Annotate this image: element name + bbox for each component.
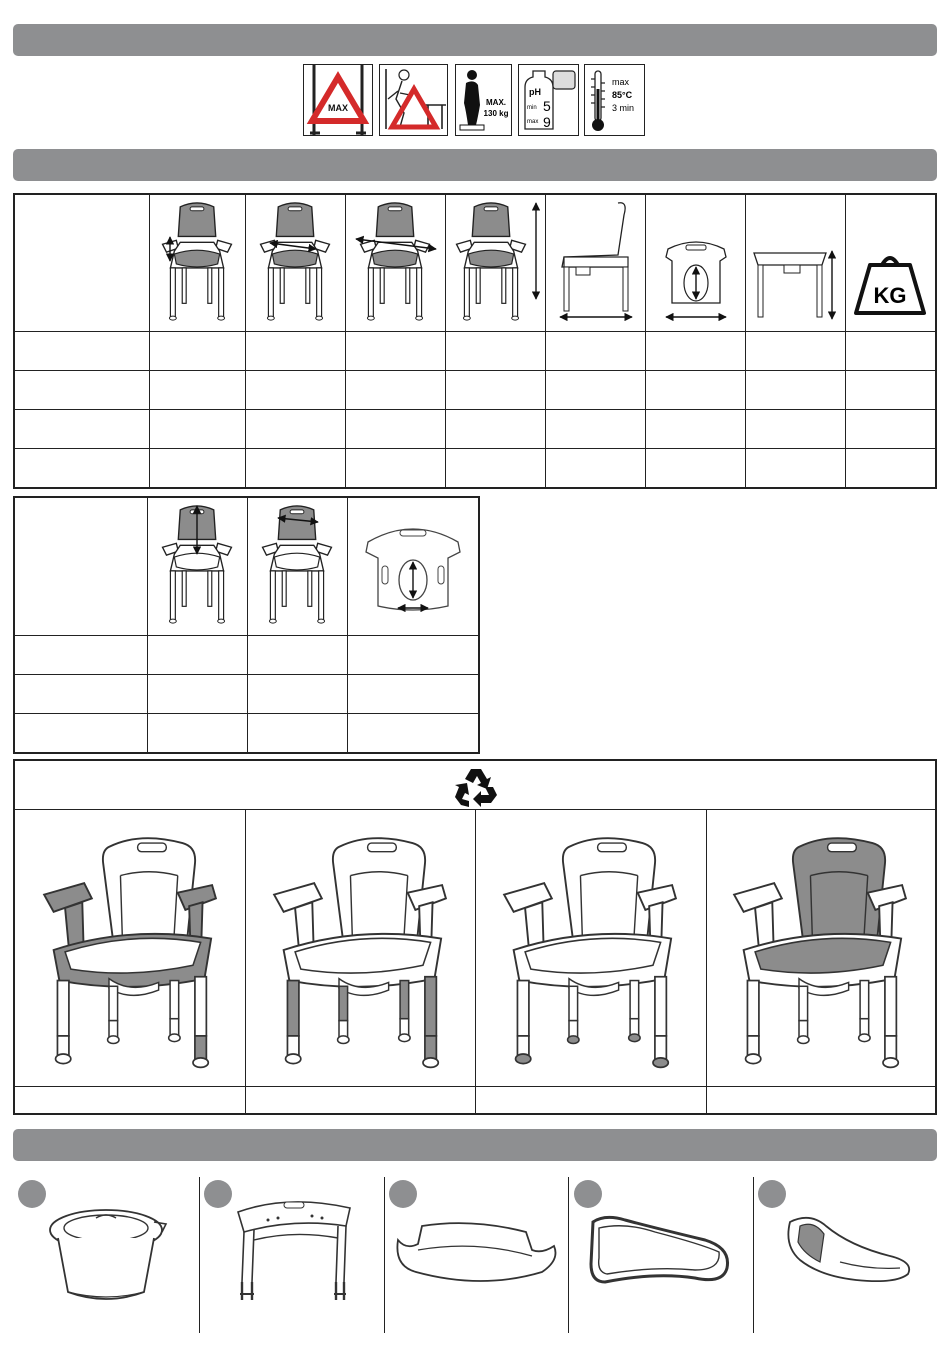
- temp-line1: max: [612, 77, 630, 87]
- divider: [706, 809, 707, 1113]
- chair-legs-material-figure: [255, 819, 465, 1086]
- table-cell: [150, 371, 246, 410]
- accessory-number-badge: [389, 1180, 417, 1208]
- table-cell: [14, 449, 150, 488]
- table-row: [14, 636, 479, 675]
- table-cell: [546, 371, 646, 410]
- table-row: [14, 714, 479, 753]
- table-corner-cell: [14, 194, 150, 332]
- table-cell: [746, 332, 846, 371]
- ph-max-label: max: [527, 119, 539, 125]
- temp-line3: 3 min: [612, 103, 635, 113]
- temp-line2: 85°C: [612, 90, 633, 100]
- table-cell: [446, 332, 546, 371]
- backrest-frame-icon[interactable]: [228, 1196, 358, 1321]
- recycling-caption: [246, 1087, 475, 1113]
- table-cell: [148, 675, 248, 714]
- max-load-label: MAX: [328, 103, 348, 113]
- table-row: [14, 371, 936, 410]
- seat-opening-icon: [646, 194, 746, 332]
- divider: [568, 1177, 569, 1333]
- table-cell: [248, 675, 348, 714]
- weight-kg-icon: [846, 194, 937, 332]
- dimensions-table: [13, 193, 937, 489]
- seat-gasket-icon[interactable]: [585, 1212, 735, 1297]
- table-cell: [348, 714, 480, 753]
- ph-min-value: 5: [543, 98, 551, 114]
- table-cell: [150, 332, 246, 371]
- divider: [199, 1177, 200, 1333]
- table-cell: [14, 675, 148, 714]
- max-weight-line1: MAX.: [486, 98, 506, 107]
- commode-bucket-icon[interactable]: [44, 1200, 174, 1315]
- table-cell: [348, 675, 480, 714]
- ph-min-label: min: [527, 105, 537, 111]
- table-cell: [148, 714, 248, 753]
- stool-height-icon: [746, 194, 846, 332]
- table-cell: [746, 371, 846, 410]
- ph-max-value: 9: [543, 114, 551, 130]
- armrest-part-icon[interactable]: [780, 1212, 920, 1297]
- max-load-warning-icon: [303, 64, 373, 136]
- table-cell: [746, 410, 846, 449]
- divider: [475, 809, 476, 1113]
- seat-plate-icon[interactable]: [392, 1210, 562, 1305]
- chair-padding-material-figure: [715, 819, 925, 1086]
- table-cell: [150, 449, 246, 488]
- table-cell: [14, 410, 150, 449]
- table-cell: [646, 410, 746, 449]
- table-cell: [246, 371, 346, 410]
- toilet-opening-icon: [348, 497, 480, 636]
- max-weight-line2: 130 kg: [483, 109, 509, 118]
- table-cell: [746, 449, 846, 488]
- seat-width-icon: [246, 194, 346, 332]
- table-cell: [246, 449, 346, 488]
- table-cell: [14, 714, 148, 753]
- table-row: [14, 675, 479, 714]
- temperature-limit-icon: [584, 64, 645, 136]
- divider: [753, 1177, 754, 1333]
- section-header-bar: [13, 1129, 937, 1161]
- table-row: [14, 332, 936, 371]
- seat-table-header-row: [14, 497, 479, 636]
- ph-range-icon: [518, 64, 579, 136]
- table-cell: [346, 371, 446, 410]
- recycle-icon: [453, 765, 499, 809]
- recycling-caption: [707, 1087, 935, 1113]
- table-cell: [150, 410, 246, 449]
- table-cell: [348, 636, 480, 675]
- recycling-panel: [13, 759, 937, 1115]
- table-cell: [846, 371, 937, 410]
- table-cell: [546, 332, 646, 371]
- seat-height-icon: [150, 194, 246, 332]
- side-depth-icon: [546, 194, 646, 332]
- overall-width-icon: [346, 194, 446, 332]
- section-header-bar: [13, 149, 937, 181]
- weight-icon-label: KG: [873, 283, 907, 308]
- recycling-caption: [476, 1087, 706, 1113]
- table-cell: [546, 449, 646, 488]
- section-header-bar: [13, 24, 937, 56]
- table-cell: [346, 449, 446, 488]
- chair-frame-material-figure: [25, 819, 235, 1086]
- table-cell: [846, 332, 937, 371]
- accessory-number-badge: [574, 1180, 602, 1208]
- table-cell: [846, 410, 937, 449]
- table-cell: [546, 410, 646, 449]
- table-cell: [14, 332, 150, 371]
- table-cell: [646, 371, 746, 410]
- chair-feet-material-figure: [485, 819, 695, 1086]
- backrest-width-icon: [248, 497, 348, 636]
- table-corner-cell: [14, 497, 148, 636]
- backrest-height-icon: [148, 497, 248, 636]
- table-cell: [846, 449, 937, 488]
- table-cell: [446, 449, 546, 488]
- table-cell: [246, 332, 346, 371]
- table-cell: [346, 410, 446, 449]
- table-cell: [346, 332, 446, 371]
- seat-dimensions-table: [13, 496, 480, 754]
- table-row: [14, 410, 936, 449]
- max-weight-icon: [455, 64, 512, 136]
- sitting-warning-icon: [379, 64, 448, 136]
- table-cell: [246, 410, 346, 449]
- table-cell: [148, 636, 248, 675]
- accessory-number-badge: [18, 1180, 46, 1208]
- table-row: [14, 449, 936, 488]
- table-cell: [248, 636, 348, 675]
- table-cell: [14, 636, 148, 675]
- table-cell: [248, 714, 348, 753]
- table-cell: [646, 449, 746, 488]
- divider: [245, 809, 246, 1113]
- table-cell: [646, 332, 746, 371]
- recycling-caption: [15, 1087, 245, 1113]
- dimensions-header-row: [14, 194, 936, 332]
- accessory-number-badge: [758, 1180, 786, 1208]
- table-cell: [446, 371, 546, 410]
- overall-height-icon: [446, 194, 546, 332]
- divider: [384, 1177, 385, 1333]
- ph-label: pH: [529, 87, 541, 97]
- table-cell: [14, 371, 150, 410]
- table-cell: [446, 410, 546, 449]
